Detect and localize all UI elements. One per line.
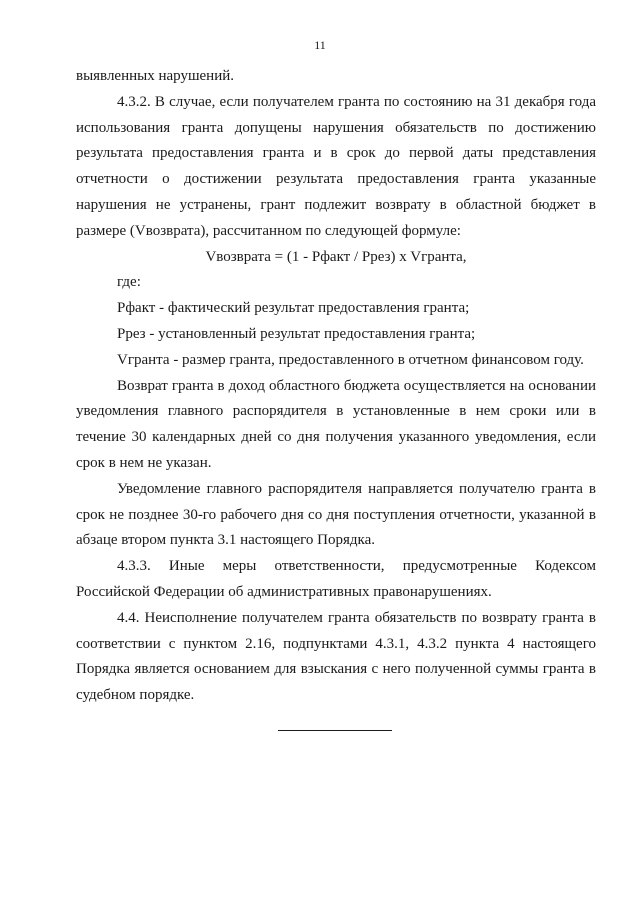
paragraph-where: где: [117,274,141,291]
paragraph-4-3-3: 4.3.3. Иные меры ответственности, предусмотренные Кодексом Российской Федерации об административных правонарушениях. [76,558,596,600]
page-number: 11 [314,38,326,52]
definition-rrez: Ррез - установленный результат предоставления гранта; [117,325,476,342]
paragraph-4-3-2: 4.3.2. В случае, если получателем гранта по состоянию на 31 декабря года использования гранта допущены нарушения обязательств по достижению результата предоставления гранта и в срок до первой даты представления отчетности о достижении результата предоставления гранта указанные нарушения не устранены, грант подлежит возврату в областной бюджет в размере (Vвозврата), рассчитанном по следующей формуле: [76,93,596,239]
paragraph-return-grant: Возврат гранта в доход областного бюджета осуществляется на основании уведомления главного распорядителя в установленные в нем сроки или в течение 30 календарных дней со дня получения указанного уведомления, если срок в нем не указан. [76,377,596,471]
paragraph-notification: Уведомление главного распорядителя направляется получателю гранта в срок не позднее 30-го рабочего дня со дня поступления отчетности, указанной в абзаце втором пункта 3.1 настоящего Порядка. [76,480,596,549]
paragraph-continuation: выявленных нарушений. [76,68,234,84]
document-body [76,64,596,709]
definition-vgranta: Vгранта - размер гранта, предоставленного в отчетном финансовом году. [117,351,584,368]
formula: Vвозврата = (1 - Рфакт / Ррез) x Vгранта, [205,248,467,265]
paragraph-4-4: 4.4. Неисполнение получателем гранта обязательств по возврату гранта в соответствии с пунктом 2.16, подпунктами 4.3.1, 4.3.2 пункта 4 настоящего Порядка является основанием для взыскания с него полученной суммы гранта в судебном порядке. [76,609,596,704]
closing-rule [278,730,392,731]
definition-rfact: Рфакт - фактический результат предоставления гранта; [117,300,470,317]
